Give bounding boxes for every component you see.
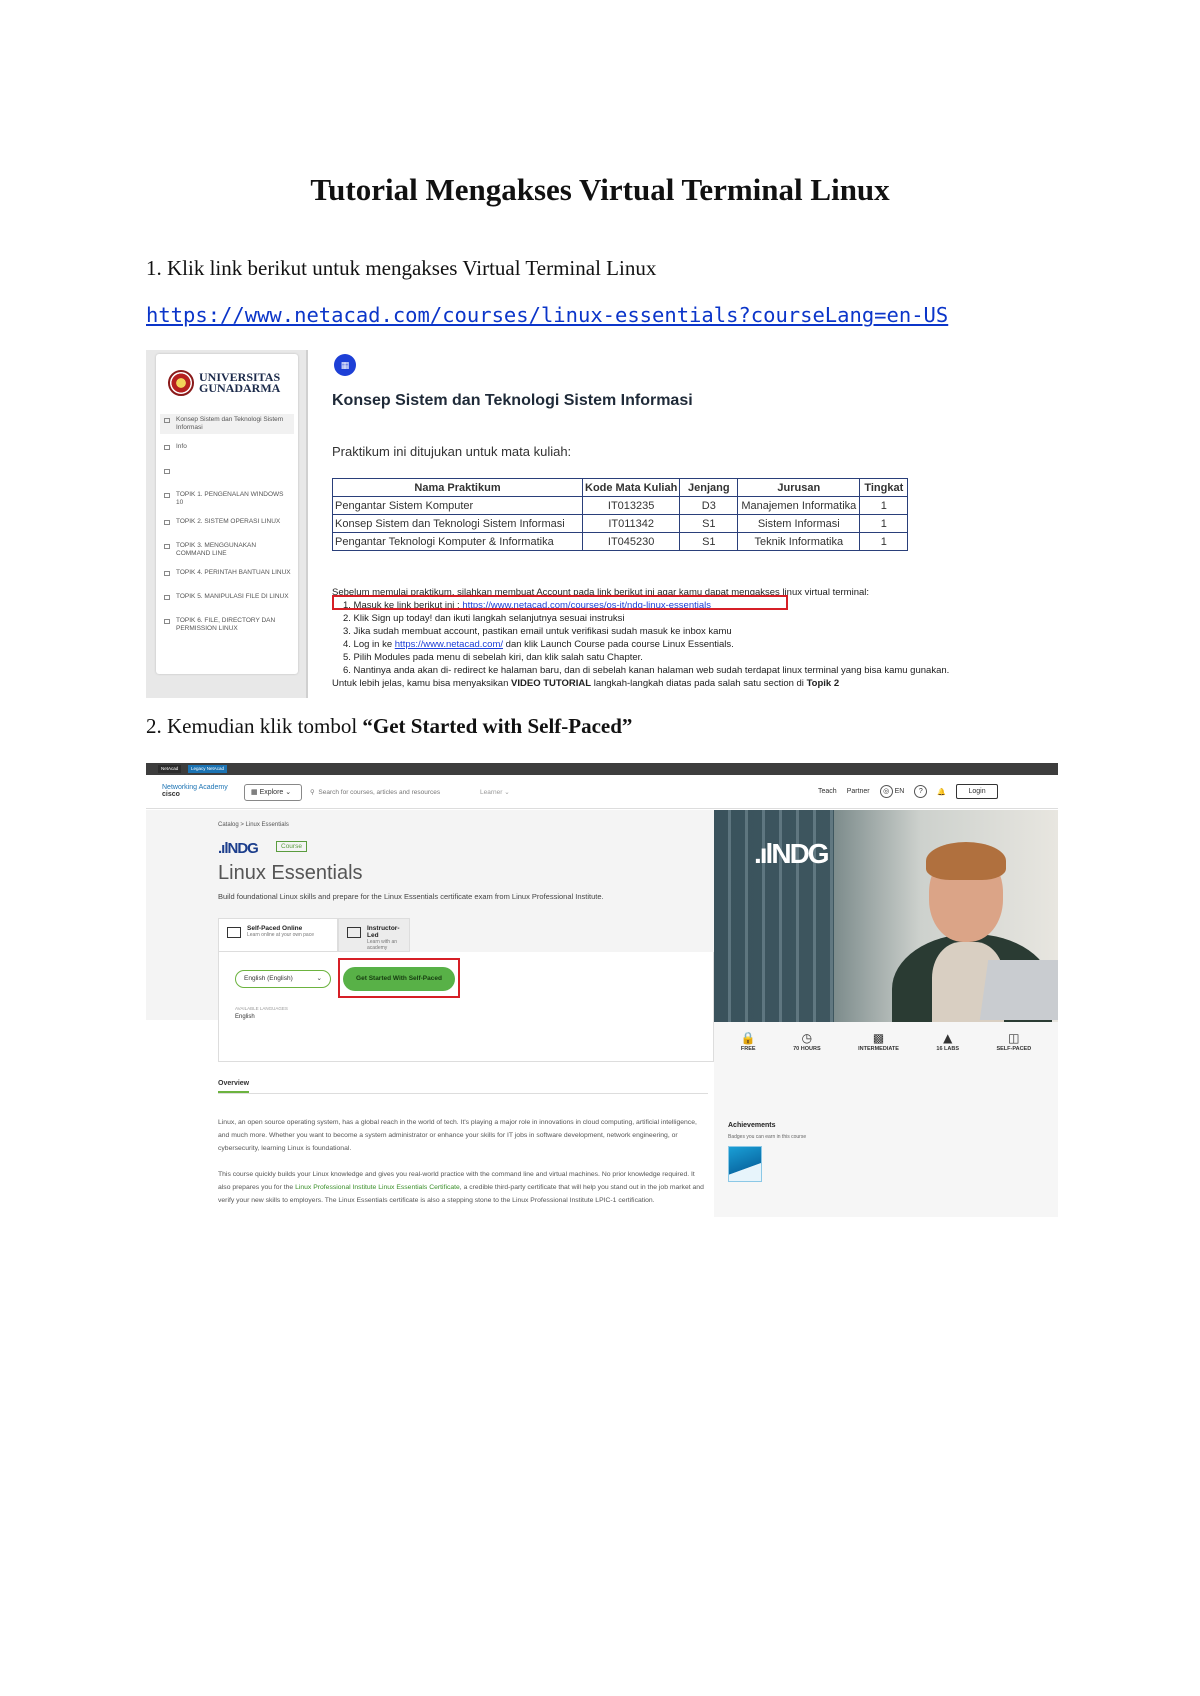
language-select[interactable]: English (English) ⌄: [235, 970, 331, 988]
help-icon[interactable]: ?: [914, 785, 927, 798]
course-tag: Course: [276, 841, 307, 852]
explore-button[interactable]: ▦ Explore ⌄: [244, 784, 302, 801]
instructions-intro: Sebelum memulai praktikum, silahkan membuat Account pada link berikut ini agar kamu dapat mengakses linux virtual terminal:: [332, 587, 870, 598]
highlight-box: [338, 958, 460, 998]
table-cell: IT013235: [583, 497, 680, 515]
chip-legacy-netacad[interactable]: Legacy NetAcad: [188, 765, 227, 773]
university-logo: [168, 370, 280, 396]
ndg-logo: .ılNDG: [218, 840, 258, 857]
university-name: UNIVERSITAS GUNADARMA: [199, 370, 281, 395]
sidebar-menu: [160, 414, 294, 642]
overview-paragraph-2: This course quickly builds your Linux knowledge and gives you real-world practice with the command line and virtual machines. No prior knowledge required. It also prepares you for the Linux Professional Institute Linux Essentials Certificate, a credible third-party certificate that will help you stand out in the job market and verify your new skills to employers. The Linux Essentials certificate is also a stepping stone to the Linux Professional Institute LPIC-1 certification.: [218, 1171, 704, 1204]
chevron-down-icon: ⌄: [316, 975, 322, 982]
table-cell: S1: [680, 533, 738, 551]
sidebar-item-topik-1[interactable]: TOPIK 1. PENGENALAN WINDOWS 10: [160, 489, 294, 509]
table-cell: IT045230: [583, 533, 680, 551]
instruction-3: 3. Jika sudah membuat account, pastikan email untuk verifikasi sudah masuk ke inbox kamu: [343, 626, 732, 637]
bars-icon: ▩: [872, 1031, 885, 1045]
clock-icon: ◷: [801, 1031, 813, 1045]
top-strip: [146, 763, 1058, 775]
delivery-tabs: [218, 918, 410, 952]
flask-icon: ▲: [943, 1031, 953, 1045]
table-row: [333, 497, 908, 515]
nav-partner[interactable]: Partner: [846, 788, 870, 795]
instruction-5: 5. Pilih Modules pada menu di sebelah kiri, dan klik salah satu Chapter.: [343, 652, 643, 663]
linux-essentials-badge[interactable]: [728, 1146, 762, 1182]
table-cell: S1: [680, 515, 738, 533]
step-2-text: 2. Kemudian klik tombol “Get Started with Self-Paced”: [146, 714, 633, 738]
sidebar-item-topik-5[interactable]: TOPIK 5. MANIPULASI FILE DI LINUX: [160, 591, 294, 608]
sidebar-panel: [156, 354, 298, 674]
stat-self-paced: ◫ SELF-PACED: [996, 1031, 1032, 1052]
grid-icon: [164, 445, 170, 450]
lpi-certificate-link[interactable]: Linux Professional Institute Linux Essentials Certificate: [295, 1184, 460, 1191]
sidebar: [146, 350, 306, 698]
netacad-home-link[interactable]: https://www.netacad.com/: [394, 639, 504, 650]
course-title: Linux Essentials: [218, 862, 363, 884]
course-stats: [714, 1030, 1058, 1052]
achievements-subtitle: Badges you can earn in this course: [728, 1134, 807, 1140]
document-title: Tutorial Mengakses Virtual Terminal Linux: [310, 172, 890, 207]
instructor-icon: [347, 927, 361, 938]
sidebar-item-topik-3[interactable]: TOPIK 3. MENGGUNAKAN COMMAND LINE: [160, 540, 294, 560]
table-cell: 1: [860, 533, 908, 551]
highlight-box: [332, 595, 788, 610]
course-side: [714, 810, 1058, 1217]
course-table: [332, 478, 908, 551]
table-header: Jenjang: [680, 479, 738, 497]
tab-overview[interactable]: Overview: [218, 1080, 249, 1093]
stat-hours: ◷ 70 HOURS: [793, 1031, 821, 1052]
globe-icon: ◎: [880, 785, 893, 798]
table-cell: 1: [860, 515, 908, 533]
tab-instructor-led[interactable]: Instructor-Led Learn with an academy: [338, 918, 410, 952]
search-input[interactable]: ⚲ Search for courses, articles and resources: [310, 789, 441, 796]
checkbox-icon: [164, 469, 170, 474]
lock-icon: 🔒: [740, 1031, 756, 1045]
nav-right: [818, 784, 998, 799]
checkbox-icon: [164, 595, 170, 600]
netacad-course-link[interactable]: https://www.netacad.com/courses/linux-essentials?courseLang=en-US: [146, 303, 949, 327]
checkbox-icon: [164, 544, 170, 549]
bell-icon[interactable]: 🔔: [937, 788, 947, 796]
chip-netacad[interactable]: NetAcad: [158, 765, 181, 773]
nav-teach[interactable]: Teach: [818, 788, 837, 795]
table-header: Nama Praktikum: [333, 479, 583, 497]
stat-level: ▩ INTERMEDIATE: [858, 1031, 899, 1052]
checkbox-icon: [164, 520, 170, 525]
instruction-6: 6. Nantinya anda akan di- redirect ke halaman baru, dan di sebelah kanan halaman web sudah terdapat linux terminal yang bisa kamu gunakan.: [343, 665, 950, 676]
table-cell: 1: [860, 497, 908, 515]
table-header: Tingkat: [860, 479, 908, 497]
screenshot-netacad-linux-essentials: [146, 763, 1058, 1217]
course-subtitle: Praktikum ini ditujukan untuk mata kuliah:: [332, 444, 572, 459]
ndg-logo-large: .ılNDG: [754, 838, 828, 869]
table-cell: Pengantar Sistem Komputer: [333, 497, 583, 515]
table-header-row: [333, 479, 908, 497]
table-header: Kode Mata Kuliah: [583, 479, 680, 497]
table-header: Jurusan: [738, 479, 860, 497]
book-icon: [227, 927, 241, 938]
learner-dropdown[interactable]: Learner ⌄: [480, 789, 510, 796]
overview-paragraph-1: Linux, an open source operating system, has a global reach in the world of tech. It's playing a major role in innovations in cloud computing, artificial intelligence, and much more. Whether you want to become a system administrator or enhance your skills for IT jobs in software development, network engineering, or cybersecurity, learning Linux is foundational.: [218, 1119, 697, 1152]
table-cell: Pengantar Teknologi Komputer & Informatika: [333, 533, 583, 551]
available-languages-label: AVAILABLE LANGUAGES: [235, 1006, 288, 1011]
checkbox-icon: [164, 493, 170, 498]
sidebar-item-topik-6[interactable]: TOPIK 6. FILE, DIRECTORY DAN PERMISSION LINUX: [160, 615, 294, 635]
course-heading: Konsep Sistem dan Teknologi Sistem Informasi: [332, 392, 693, 409]
table-row: [333, 533, 908, 551]
table-cell: Teknik Informatika: [738, 533, 860, 551]
ndg-course-link[interactable]: https://www.netacad.com/courses/os-it/ndg-linux-essentials: [462, 600, 712, 611]
stat-labs: ▲ 16 LABS: [936, 1031, 960, 1052]
instruction-2: 2. Klik Sign up today! dan ikuti langkah selanjutnya sesuai instruksi: [343, 613, 625, 624]
instructions-tail: Untuk lebih jelas, kamu bisa menyaksikan VIDEO TUTORIAL langkah-langkah diatas pada salah satu section di Topik 2: [332, 678, 840, 689]
search-icon: ⚲: [310, 789, 315, 796]
divider: [218, 1093, 708, 1094]
screenshot-gunadarma-course-page: [146, 350, 1048, 698]
grid-icon: ▦: [251, 789, 260, 796]
table-cell: Manajemen Informatika: [738, 497, 860, 515]
top-nav: [146, 775, 1058, 809]
achievements-title: Achievements: [728, 1122, 776, 1129]
course-hero-image: [714, 810, 1058, 1022]
instruction-1: 1. Masuk ke link berikut ini : https://www.netacad.com/courses/os-it/ndg-linux-essentials: [343, 600, 712, 611]
language-selector[interactable]: ◎ EN: [880, 785, 905, 798]
course-description: Build foundational Linux skills and prepare for the Linux Essentials certificate exam from Linux Professional Institute.: [218, 892, 604, 901]
university-seal-icon: [168, 370, 194, 396]
enroll-card: [218, 952, 714, 1062]
sidebar-item-blank[interactable]: [160, 465, 294, 482]
table-row: [333, 515, 908, 533]
table-cell: IT011342: [583, 515, 680, 533]
person-hair: [926, 842, 1006, 880]
get-started-self-paced-button[interactable]: Get Started With Self-Paced: [343, 967, 455, 991]
checkbox-icon: [164, 571, 170, 576]
laptop: [980, 960, 1058, 1020]
sidebar-item-topik-2[interactable]: TOPIK 2. SISTEM OPERASI LINUX: [160, 516, 294, 533]
course-icon: [164, 418, 170, 423]
step-1-text: 1. Klik link berikut untuk mengakses Virtual Terminal Linux: [146, 256, 657, 280]
sidebar-item-course[interactable]: Konsep Sistem dan Teknologi Sistem Informasi: [160, 414, 294, 434]
breadcrumb[interactable]: Catalog > Linux Essentials: [218, 822, 289, 828]
cisco-logo[interactable]: Networking Academy cisco: [162, 784, 228, 798]
login-button[interactable]: Login: [956, 784, 998, 799]
course-badge-icon: ▦: [334, 354, 356, 376]
self-paced-icon: ◫: [1008, 1031, 1020, 1045]
course-main: [146, 810, 714, 1217]
table-cell: Konsep Sistem dan Teknologi Sistem Informasi: [333, 515, 583, 533]
sidebar-item-info[interactable]: Info: [160, 441, 294, 458]
table-cell: D3: [680, 497, 738, 515]
instruction-4: 4. Log in ke https://www.netacad.com/ dan klik Launch Course pada course Linux Essentials.: [343, 639, 734, 650]
stat-free: 🔒 FREE: [740, 1031, 756, 1052]
checkbox-icon: [164, 619, 170, 624]
sidebar-item-topik-4[interactable]: TOPIK 4. PERINTAH BANTUAN LINUX: [160, 567, 294, 584]
course-content: [332, 350, 1048, 698]
table-cell: Sistem Informasi: [738, 515, 860, 533]
divider: [306, 350, 308, 698]
tab-self-paced-online[interactable]: Self-Paced Online Learn online at your own pace: [218, 918, 338, 952]
available-languages-value: English: [235, 1014, 255, 1020]
